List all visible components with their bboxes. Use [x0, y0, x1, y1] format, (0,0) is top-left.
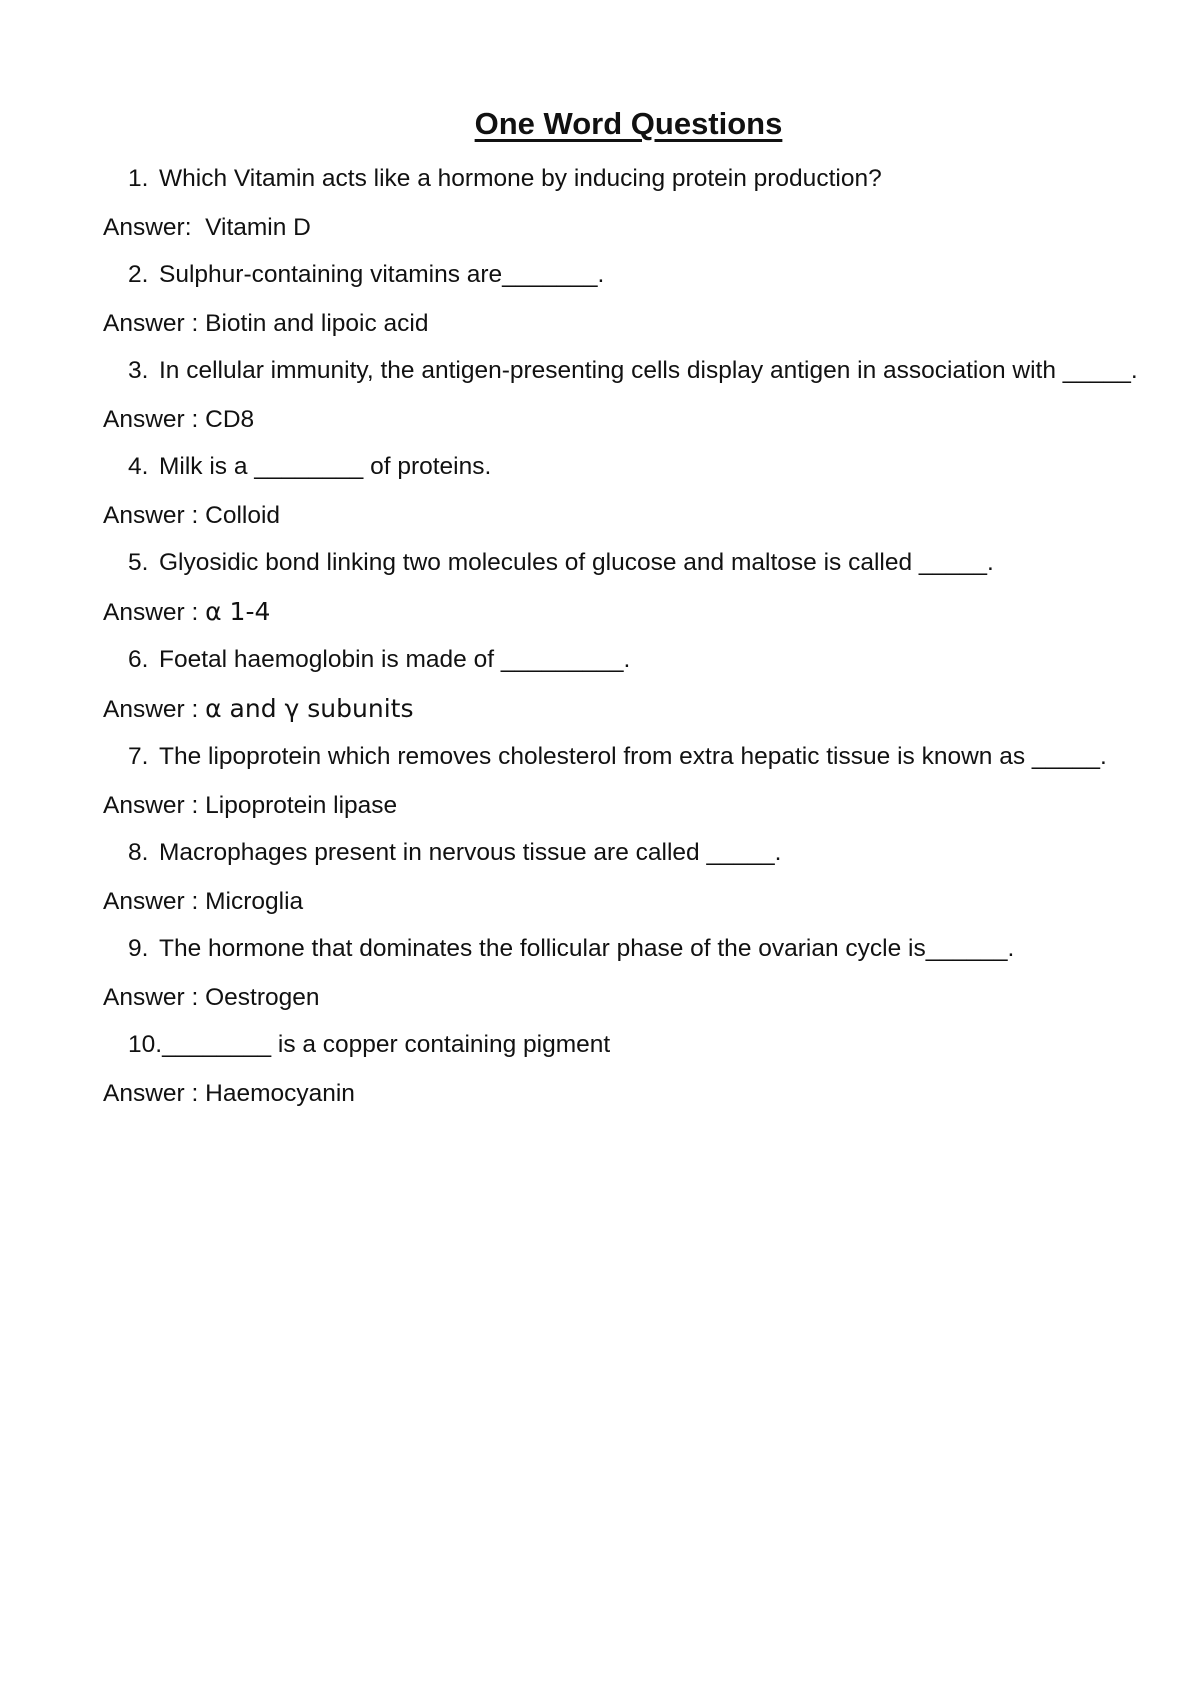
- question-2: [128, 254, 1154, 296]
- answer-7: [103, 785, 1154, 827]
- answer-1: [103, 207, 1154, 249]
- qa-item-9: [103, 928, 1154, 1019]
- qa-item-8: [103, 832, 1154, 923]
- question-9: [128, 928, 1154, 970]
- answer-label: Answer :: [103, 888, 206, 915]
- question-number: 2.: [128, 261, 149, 288]
- answer-text: Haemocyanin: [205, 1080, 355, 1107]
- answer-label: Answer :: [103, 984, 206, 1011]
- answer-label: Answer:: [103, 214, 206, 241]
- question-number: 3.: [128, 357, 149, 384]
- answer-2: [103, 303, 1154, 345]
- answer-text: Microglia: [205, 888, 304, 915]
- question-text: Sulphur-containing vitamins are_______.: [159, 261, 605, 288]
- question-number: 7.: [128, 743, 149, 770]
- question-text: In cellular immunity, the antigen-presenting cells display antigen in association with _____.: [159, 357, 1138, 384]
- answer-label: Answer :: [103, 1080, 206, 1107]
- question-text: Glyosidic bond linking two molecules of glucose and maltose is called _____.: [159, 549, 994, 576]
- question-1: [128, 158, 1154, 200]
- answer-label: Answer :: [103, 502, 206, 529]
- qa-item-10: [103, 1024, 1154, 1115]
- question-6: [128, 639, 1154, 681]
- answer-text: CD8: [205, 406, 255, 433]
- question-text: The lipoprotein which removes cholesterol from extra hepatic tissue is known as _____.: [159, 743, 1107, 770]
- answer-text: α 1-4: [205, 597, 271, 626]
- answer-text: α and γ subunits: [205, 694, 414, 723]
- answer-3: [103, 399, 1154, 441]
- answer-label: Answer :: [103, 310, 206, 337]
- question-text: Milk is a ________ of proteins.: [159, 453, 492, 480]
- answer-8: [103, 881, 1154, 923]
- answer-label: Answer :: [103, 599, 206, 626]
- question-number: 1.: [128, 165, 149, 192]
- answer-label: Answer :: [103, 792, 206, 819]
- question-number: 8.: [128, 839, 149, 866]
- qa-item-3: [103, 350, 1154, 441]
- question-number: 9.: [128, 935, 149, 962]
- question-3: [128, 350, 1154, 392]
- question-5: [128, 542, 1154, 584]
- answer-text: Biotin and lipoic acid: [205, 310, 429, 337]
- question-number: 4.: [128, 453, 149, 480]
- question-text: The hormone that dominates the follicular phase of the ovarian cycle is______.: [159, 935, 1015, 962]
- question-number: 5.: [128, 549, 149, 576]
- answer-label: Answer :: [103, 696, 206, 723]
- question-text: Foetal haemoglobin is made of _________.: [159, 646, 631, 673]
- question-number: 6.: [128, 646, 149, 673]
- qa-item-1: [103, 158, 1154, 249]
- question-7: [128, 736, 1154, 778]
- answer-10: [103, 1073, 1154, 1115]
- answer-text: Lipoprotein lipase: [205, 792, 398, 819]
- qa-item-5: [103, 542, 1154, 634]
- answer-label: Answer :: [103, 406, 206, 433]
- qa-item-7: [103, 736, 1154, 827]
- question-number: 10.: [128, 1031, 163, 1058]
- answer-6: [103, 688, 1154, 731]
- answer-text: Vitamin D: [205, 214, 311, 241]
- answer-text: Oestrogen: [205, 984, 320, 1011]
- question-10: [128, 1024, 1154, 1066]
- question-text: Which Vitamin acts like a hormone by inducing protein production?: [159, 165, 882, 192]
- page-title: One Word Questions: [474, 106, 783, 141]
- qa-item-2: [103, 254, 1154, 345]
- question-text: Macrophages present in nervous tissue are called _____.: [159, 839, 782, 866]
- qa-item-6: [103, 639, 1154, 731]
- question-8: [128, 832, 1154, 874]
- answer-9: [103, 977, 1154, 1019]
- question-text: ________ is a copper containing pigment: [162, 1031, 611, 1058]
- answer-4: [103, 495, 1154, 537]
- answer-5: [103, 591, 1154, 634]
- question-4: [128, 446, 1154, 488]
- qa-item-4: [103, 446, 1154, 537]
- answer-text: Colloid: [205, 502, 281, 529]
